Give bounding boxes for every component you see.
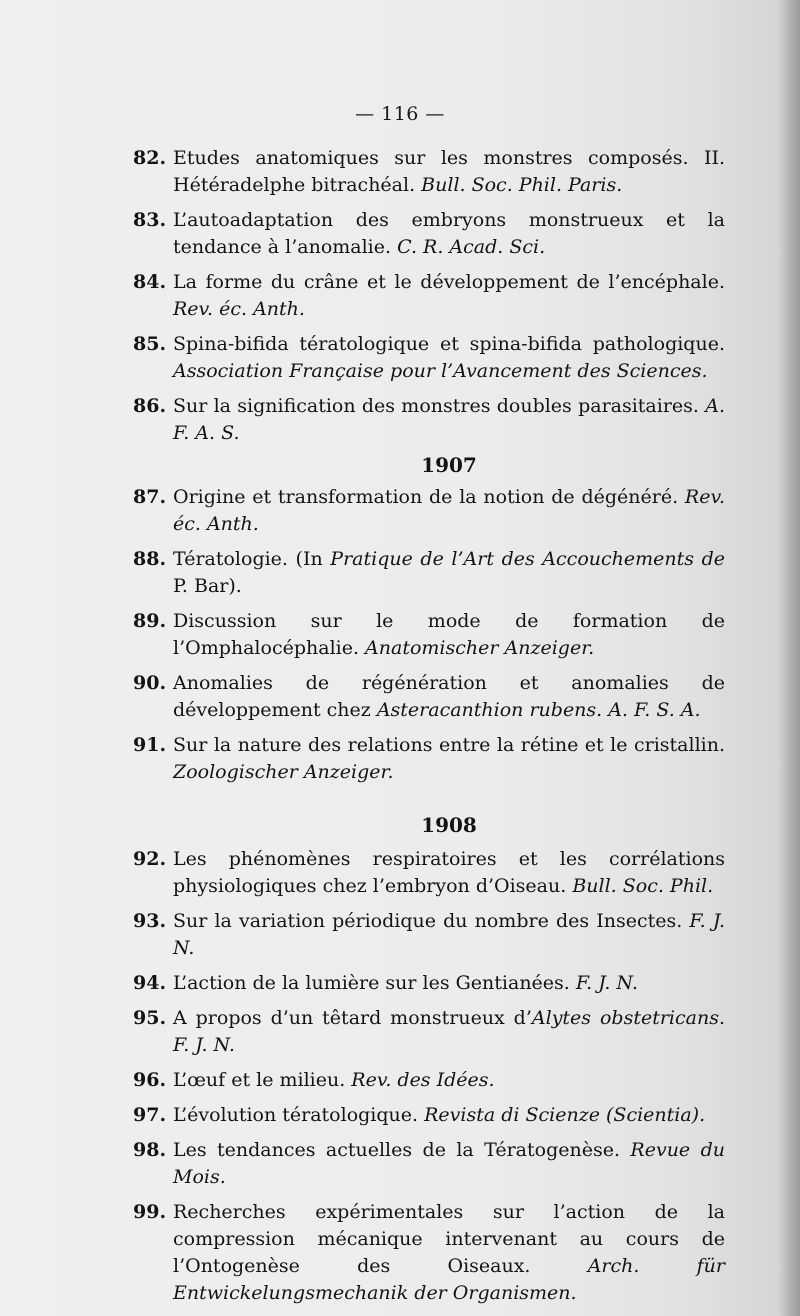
entry-number: 88.	[133, 548, 167, 570]
entry-body	[173, 670, 725, 724]
entry-title: L’autoadaptation des embryons monstrueux et la tendance à l’anomalie.	[173, 209, 725, 258]
bibliography-entry	[133, 1005, 725, 1059]
entry-source: Bull. Soc. Phil.	[572, 875, 714, 897]
entry-source: Alytes obstetricans. F. J. N.	[173, 1007, 725, 1056]
entry-title: Tératologie. (In	[173, 548, 331, 570]
bibliography-entry	[133, 269, 725, 323]
entry-title: Les tendances actuelles de la Tératogenèse.	[173, 1139, 631, 1161]
page-number: — 116 —	[355, 103, 445, 125]
entry-source: C. R. Acad. Sci.	[397, 236, 546, 258]
entry-title: Origine et transformation de la notion de dégénéré.	[173, 486, 685, 508]
entry-source: Bull. Soc. Phil. Paris.	[421, 174, 623, 196]
entry-body	[173, 1067, 725, 1094]
entry-source: F. J. N.	[575, 972, 638, 994]
entry-title: Anomalies de régénération et anomalies de développement chez	[173, 672, 725, 721]
entry-number: 91.	[133, 734, 167, 756]
bibliography-entry	[133, 670, 725, 724]
entry-title: Discussion sur le mode de formation de l’Omphalocéphalie.	[173, 610, 725, 659]
entry-title: L’œuf et le milieu.	[173, 1069, 352, 1091]
bibliography-entry	[133, 393, 725, 447]
bibliography-entry	[133, 1199, 725, 1307]
bibliography-entry	[133, 1102, 725, 1129]
bibliography-list	[133, 145, 725, 1315]
entry-title: L’évolution tératologique.	[173, 1104, 425, 1126]
entry-body	[173, 546, 725, 600]
entry-title: Sur la variation périodique du nombre des Insectes.	[173, 910, 690, 932]
bibliography-entry	[133, 1067, 725, 1094]
entry-source: Revue du Mois.	[173, 1139, 725, 1188]
entry-source: F. J. N.	[173, 910, 725, 959]
year-heading: 1907	[421, 453, 477, 477]
entry-source: Rev. des Idées.	[351, 1069, 495, 1091]
entry-body	[173, 331, 725, 385]
entry-title: Sur la nature des relations entre la rétine et le cristallin.	[173, 734, 725, 756]
entry-body	[173, 608, 725, 662]
entry-body	[173, 207, 725, 261]
entry-title: Les phénomènes respiratoires et les corrélations physiologiques chez l’embryon d’Oiseau.	[173, 848, 725, 897]
entry-number: 95.	[133, 1007, 167, 1029]
entry-number: 99.	[133, 1201, 167, 1223]
entry-author: P. Bar).	[173, 575, 242, 597]
entry-number: 89.	[133, 610, 167, 632]
entry-source: Revista di Scienze (Scientia).	[424, 1104, 706, 1126]
entry-body	[173, 1102, 725, 1129]
year-heading: 1908	[421, 813, 477, 837]
bibliography-entry	[133, 546, 725, 600]
bibliography-entry	[133, 846, 725, 900]
entry-body	[173, 484, 725, 538]
entry-source: A. F. A. S.	[173, 395, 725, 444]
entry-body	[173, 393, 725, 447]
bibliography-entry	[133, 732, 725, 786]
entry-title: Recherches expérimentales sur l’action de la compression mécanique intervenant au cours de l’Ontogenèse des Oiseaux.	[173, 1201, 725, 1277]
entry-number: 98.	[133, 1139, 167, 1161]
entry-number: 94.	[133, 972, 167, 994]
bibliography-entry	[133, 970, 725, 997]
entry-source: Anatomischer Anzeiger.	[365, 637, 595, 659]
entry-title: Sur la signification des monstres doubles parasitaires.	[173, 395, 706, 417]
entry-body	[173, 908, 725, 962]
entry-body	[173, 145, 725, 199]
page-edge-shadow	[778, 0, 800, 1316]
bibliography-entry	[133, 1137, 725, 1191]
entry-source: Asteracanthion rubens. A. F. S. A.	[376, 699, 701, 721]
entry-body	[173, 1005, 725, 1059]
entry-number: 84.	[133, 271, 167, 293]
entry-number: 83.	[133, 209, 167, 231]
entry-body	[173, 846, 725, 900]
entry-number: 97.	[133, 1104, 167, 1126]
entry-number: 85.	[133, 333, 167, 355]
entry-number: 90.	[133, 672, 167, 694]
entry-source: Association Française pour l’Avancement des Sciences.	[173, 360, 708, 382]
bibliography-entry	[133, 331, 725, 385]
entry-number: 82.	[133, 147, 167, 169]
bibliography-entry	[133, 908, 725, 962]
bibliography-entry	[133, 484, 725, 538]
entry-number: 86.	[133, 395, 167, 417]
bibliography-entry	[133, 608, 725, 662]
entry-title: L’action de la lumière sur les Gentianées.	[173, 972, 576, 994]
entry-source: Arch. für Entwickelungsmechanik der Organismen.	[173, 1255, 725, 1304]
entry-title: Etudes anatomiques sur les monstres composés. II. Hétéradelphe bitrachéal.	[173, 147, 725, 196]
entry-title: A propos d’un têtard monstrueux d’	[173, 1007, 532, 1029]
bibliography-entry	[133, 145, 725, 199]
entry-number: 92.	[133, 848, 167, 870]
bibliography-entry	[133, 207, 725, 261]
entry-body	[173, 1137, 725, 1191]
entry-source: Zoologischer Anzeiger.	[173, 761, 394, 783]
entry-title: La forme du crâne et le développement de l’encéphale.	[173, 271, 725, 293]
entry-body	[173, 269, 725, 323]
entry-source: Rev. éc. Anth.	[173, 486, 725, 535]
entry-number: 96.	[133, 1069, 167, 1091]
entry-source: Pratique de l’Art des Accouchements de	[330, 548, 725, 570]
entry-body	[173, 732, 725, 786]
entry-body	[173, 1199, 725, 1307]
entry-body	[173, 970, 725, 997]
entry-number: 93.	[133, 910, 167, 932]
entry-number: 87.	[133, 486, 167, 508]
entry-title: Spina-bifida tératologique et spina-bifida pathologique.	[173, 333, 725, 355]
entry-source: Rev. éc. Anth.	[173, 298, 305, 320]
